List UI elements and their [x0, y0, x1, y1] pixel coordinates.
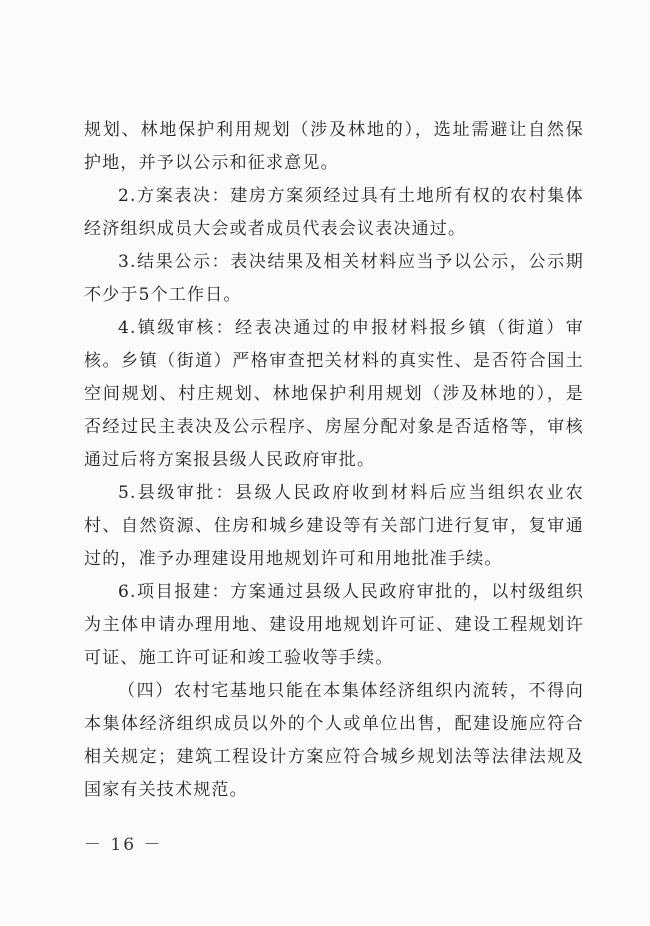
paragraph-continuation: 规划、林地保护利用规划（涉及林地的），选址需避让自然保护地，并予以公示和征求意见。 [84, 120, 584, 173]
paragraph-project-filing: 6.项目报建：方案通过县级人民政府审批的，以村级组织为主体申请办理用地、建设用地规划许可证、建设工程规划许可证、施工许可证和竣工验收等手续。 [84, 582, 584, 668]
paragraph-result-publicity: 3.结果公示：表决结果及相关材料应当予以公示，公示期不少于5个工作日。 [84, 252, 584, 305]
paragraph-scheme-vote: 2.方案表决：建房方案须经过具有土地所有权的农村集体经济组织成员大会或者成员代表会议表决通过。 [84, 186, 584, 239]
page-number: － 16 － [84, 835, 163, 855]
paragraph-county-approval: 5.县级审批：县级人民政府收到材料后应当组织农业农村、自然资源、住房和城乡建设等有关部门进行复审，复审通过的，准予办理建设用地规划许可和用地批准手续。 [84, 483, 584, 569]
document-body [84, 114, 584, 807]
paragraph-homestead-transfer: （四）农村宅基地只能在本集体经济组织内流转，不得向本集体经济组织成员以外的个人或单位出售，配建设施应符合相关规定；建筑工程设计方案应符合城乡规划法等法律法规及国家有关技术规范。 [84, 681, 584, 800]
paragraph-town-review: 4.镇级审核：经表决通过的申报材料报乡镇（街道）审核。乡镇（街道）严格审查把关材料的真实性、是否符合国土空间规划、村庄规划、林地保护利用规划（涉及林地的），是否经过民主表决及公示程序、房屋分配对象是否适格等，审核通过后将方案报县级人民政府审批。 [84, 318, 584, 470]
